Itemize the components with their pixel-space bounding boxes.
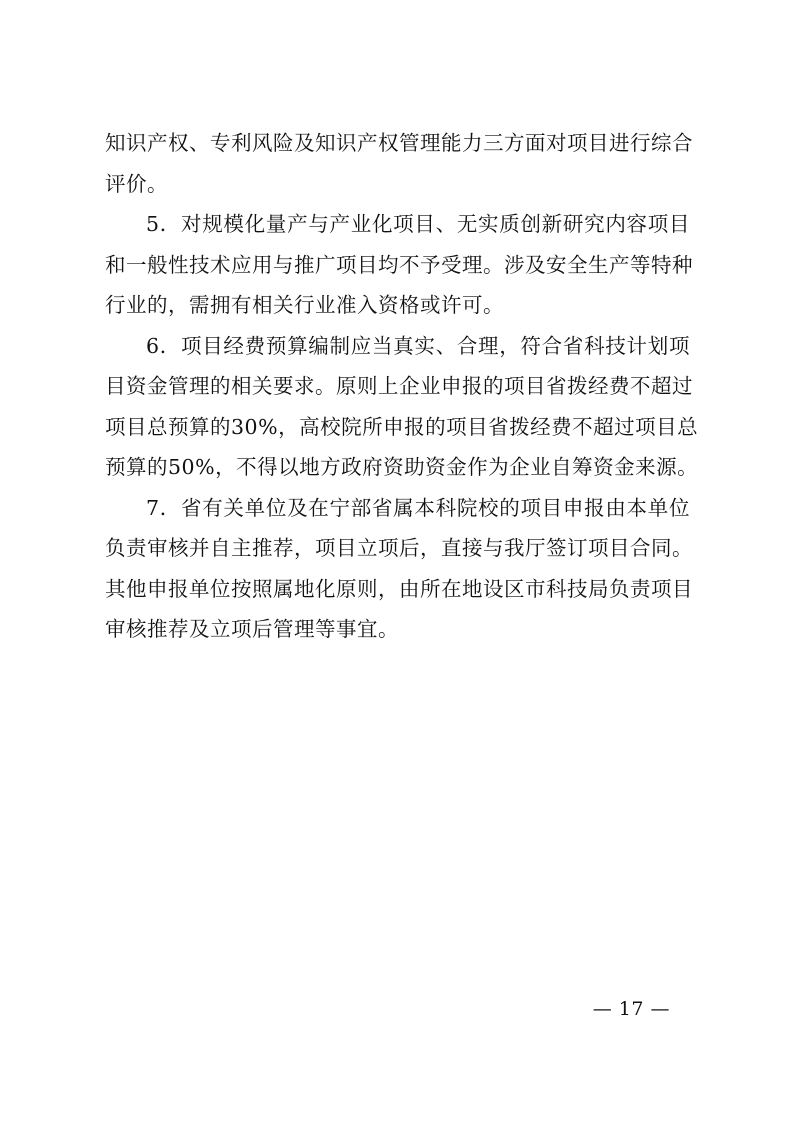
paragraph-5-line-1: 5．对规模化量产与产业化项目、无实质创新研究内容项目: [146, 212, 690, 236]
paragraph-5-line-3: 行业的，需拥有相关行业准入资格或许可。: [105, 293, 504, 317]
paragraph-7-line-1: 7．省有关单位及在宁部省属本科院校的项目申报由本单位: [146, 496, 690, 520]
page-number: — 17 —: [592, 998, 670, 1020]
paragraph-4-line-2: 评价。: [105, 172, 168, 196]
paragraph-6-line-1: 6．项目经费预算编制应当真实、合理，符合省科技计划项: [146, 334, 690, 358]
paragraph-5-line-2: 和一般性技术应用与推广项目均不予受理。涉及安全生产等特种: [105, 253, 693, 277]
paragraph-7-line-3: 其他申报单位按照属地化原则，由所在地设区市科技局负责项目: [105, 577, 693, 601]
paragraph-6-line-4: 预算的50%，不得以地方政府资助资金作为企业自筹资金来源。: [105, 455, 699, 479]
paragraph-6-line-3: 项目总预算的30%，高校院所申报的项目省拨经费不超过项目总: [105, 415, 699, 439]
paragraph-7-line-4: 审核推荐及立项后管理等事宜。: [105, 617, 399, 641]
paragraph-7-line-2: 负责审核并自主推荐，项目立项后，直接与我厅签订项目合同。: [105, 536, 693, 560]
paragraph-4-line-1: 知识产权、专利风险及知识产权管理能力三方面对项目进行综合: [105, 131, 693, 155]
paragraph-6-line-2: 目资金管理的相关要求。原则上企业申报的项目省拨经费不超过: [105, 374, 693, 398]
